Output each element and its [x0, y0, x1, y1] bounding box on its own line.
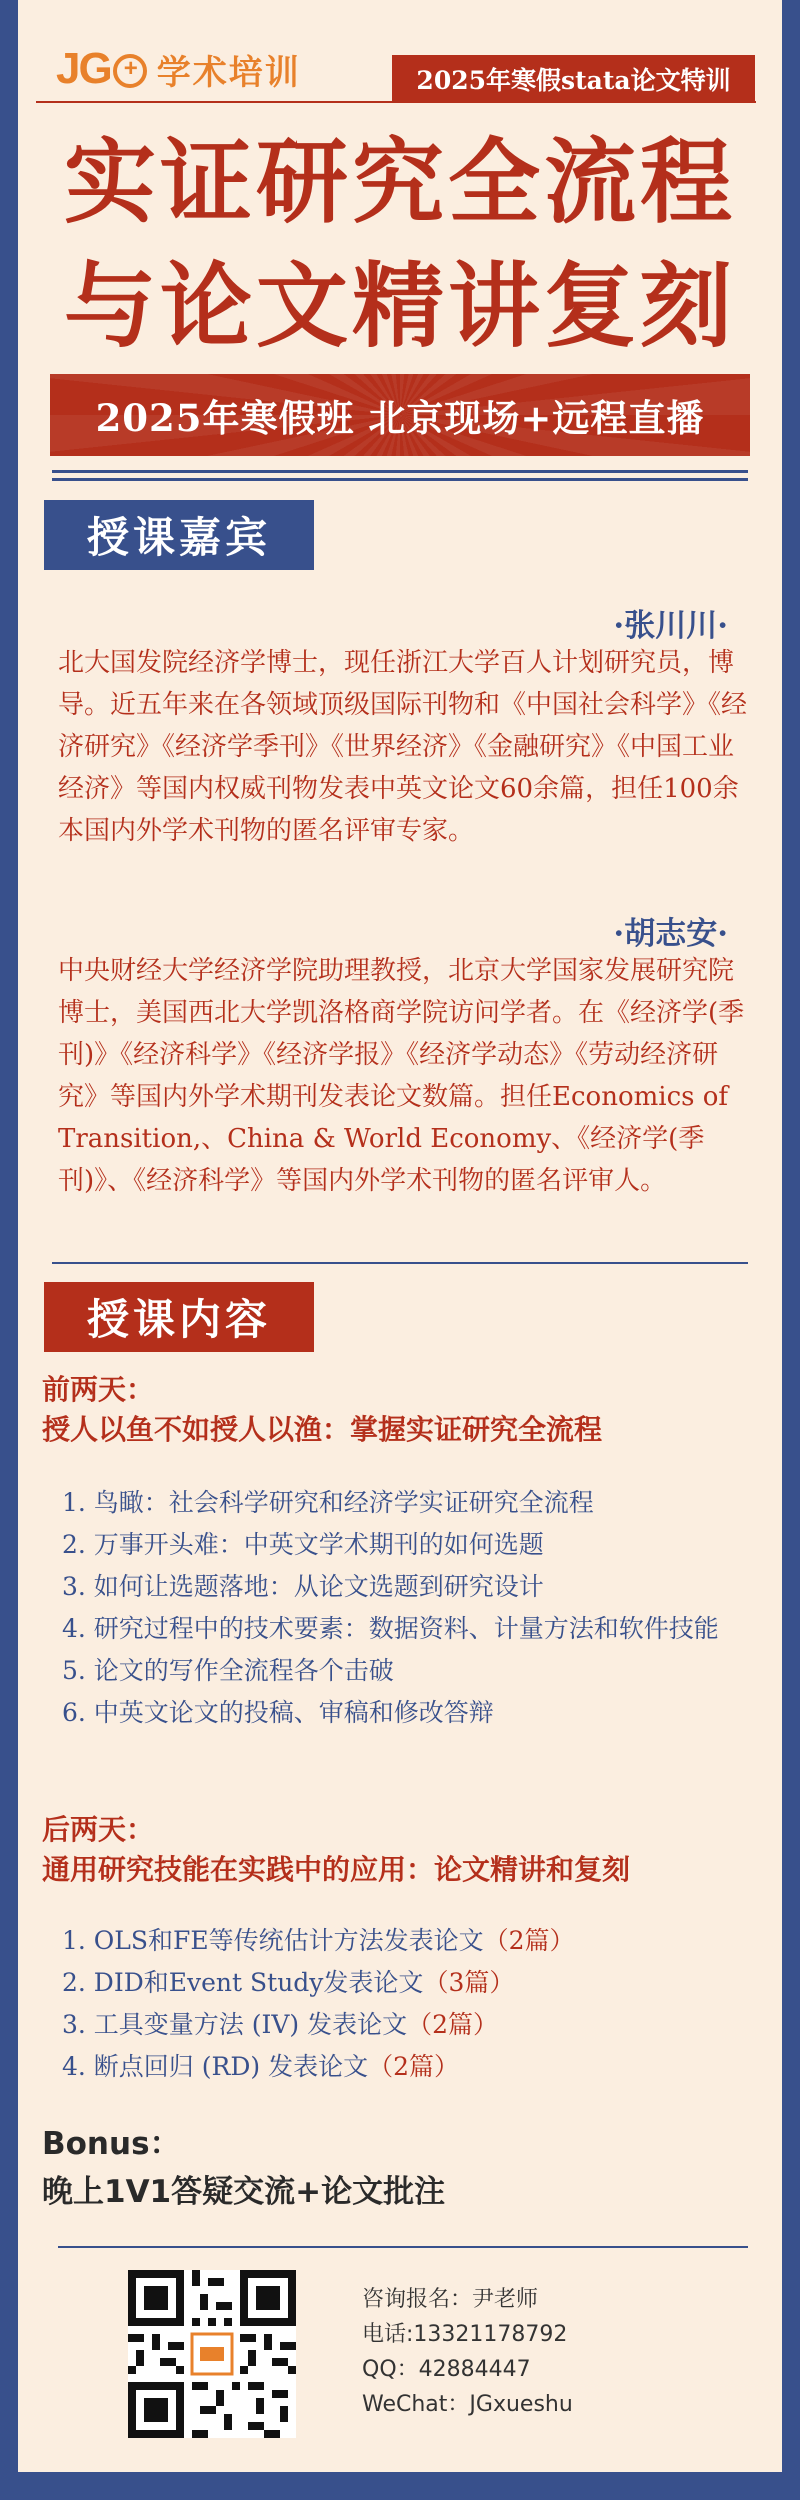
list-item-text: 3. 工具变量方法 (IV) 发表论文: [62, 2010, 408, 2039]
logo-plus-icon: +: [113, 54, 147, 88]
list-item: 4. 研究过程中的技术要素：数据资料、计量方法和软件技能: [62, 1614, 719, 1643]
divider-line: [52, 470, 748, 473]
divider-line: [52, 478, 748, 481]
paper-count: （3篇）: [423, 1968, 515, 1997]
part1-heading: [42, 1370, 762, 1450]
qr-code-graphic: [128, 2270, 296, 2438]
bonus-block: [42, 2120, 742, 2216]
brand-logo: [56, 44, 301, 94]
part2-list: [62, 1920, 742, 2088]
list-item-text: 2. DID和Event Study发表论文: [62, 1968, 424, 1997]
list-item: 5. 论文的写作全流程各个击破: [62, 1656, 394, 1685]
logo-mark-text: JG: [56, 44, 111, 93]
bonus-detail: 晚上1V1答疑交流+论文批注: [42, 2174, 446, 2210]
main-title-line2: 与论文精讲复刻: [63, 252, 736, 360]
list-item: 3. 如何让选题落地：从论文选题到研究设计: [62, 1572, 544, 1601]
speaker-name: ·胡志安·: [613, 916, 728, 952]
logo-text: 学术培训: [156, 52, 301, 93]
list-item: [62, 2046, 742, 2088]
list-item: 1. 鸟瞰：社会科学研究和经济学实证研究全流程: [62, 1488, 594, 1517]
part2-heading-title: 通用研究技能在实践中的应用：论文精讲和复刻: [42, 1853, 631, 1886]
poster: [18, 0, 782, 2472]
speaker-bio: 北大国发院经济学博士，现任浙江大学百人计划研究员，博导。近五年来在各领域顶级国际刊物和《中国社会科学》《经济研究》《经济学季刊》《世界经济》《金融研究》《中国工业经济》等国内权威刊物发表中英文论文60余篇，担任100余本国内外学术刊物的匿名评审专家。: [58, 648, 748, 846]
content-section-label: 授课内容: [44, 1282, 314, 1352]
paper-count: （2篇）: [407, 2010, 499, 2039]
contact-qq: QQ：42884447: [362, 2357, 531, 2382]
part1-heading-title: 授人以鱼不如授人以渔：掌握实证研究全流程: [42, 1413, 603, 1446]
subtitle-text: 2025年寒假班 北京现场+远程直播: [95, 396, 705, 440]
divider-line: [52, 1262, 748, 1264]
part1-heading-day: 前两天：: [42, 1373, 155, 1406]
list-item: 2. 万事开头难：中英文学术期刊的如何选题: [62, 1530, 544, 1559]
list-item: [62, 2004, 742, 2046]
header-divider: [36, 101, 756, 103]
list-item: 6. 中英文论文的投稿、审稿和修改答辩: [62, 1698, 494, 1727]
subtitle-banner: [50, 374, 750, 456]
speakers-section-label: 授课嘉宾: [44, 500, 314, 570]
paper-count: （2篇）: [368, 2052, 459, 2081]
contact-info: [362, 2282, 573, 2422]
paper-count: （2篇）: [483, 1926, 575, 1955]
qr-code-icon[interactable]: [128, 2270, 296, 2438]
contact-wechat: WeChat：JGxueshu: [362, 2392, 573, 2417]
part2-heading-day: 后两天：: [42, 1813, 155, 1846]
part2-heading: [42, 1810, 762, 1890]
speaker-bio: 中央财经大学经济学院助理教授，北京大学国家发展研究院博士，美国西北大学凯洛格商学院访问学者。在《经济学(季刊)》《经济科学》《经济学报》《经济学动态》《劳动经济研究》等国内外学术期刊发表论文数篇。担任Economics of Transition,、China & World Economy、《经济学(季刊)》、《经济科学》等国内外学术刊物的匿名评审人。: [58, 956, 745, 1196]
list-item: [62, 1920, 742, 1962]
bonus-label: Bonus：: [42, 2126, 181, 2162]
contact-person: 咨询报名：尹老师: [362, 2287, 539, 2312]
contact-phone: 电话:13321178792: [362, 2322, 568, 2347]
logo-mark: [56, 44, 147, 94]
part1-list: [62, 1482, 742, 1734]
list-item-text: 1. OLS和FE等传统估计方法发表论文: [62, 1926, 484, 1955]
footer-divider: [58, 2246, 748, 2248]
list-item: [62, 1962, 742, 2004]
speaker-name: ·张川川·: [613, 608, 728, 644]
event-tag: 2025年寒假stata论文特训: [392, 55, 755, 103]
main-title-line1: 实证研究全流程: [63, 128, 736, 236]
list-item-text: 4. 断点回归 (RD) 发表论文: [62, 2052, 369, 2081]
